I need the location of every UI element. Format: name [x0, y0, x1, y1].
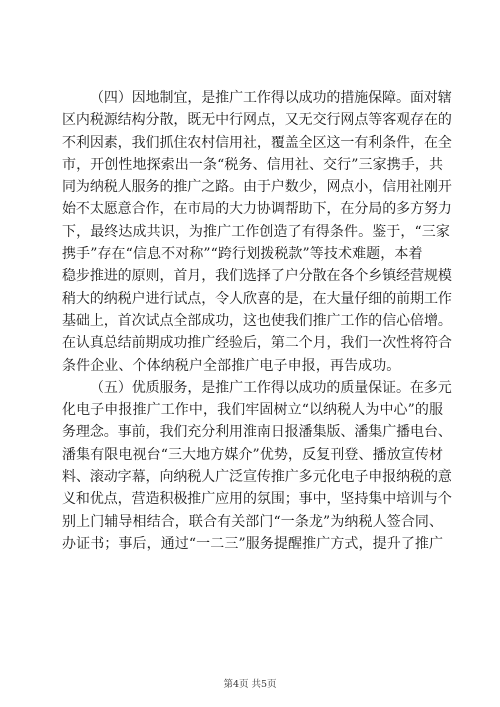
paragraph-4-line-1: （四）因地制宜，是推广工作得以成功的措施保障。面对辖	[90, 90, 452, 106]
paragraph-4-line-7: 下，最终达成共识，为推广工作创造了有得条件。鉴于，“三家	[62, 223, 450, 240]
paragraph-4-line-9: 稳步推进的原则，首月，我们选择了户分散在各个乡镇经营规模	[62, 268, 452, 285]
paragraph-4-line-11: 基础上，首次试点全部成功，这也使我们推广工作的信心倍增。	[62, 312, 452, 329]
paragraph-5-line-6: 义和优点，营造积极推广应用的氛围；事中，坚持集中培训与个	[62, 491, 452, 508]
paragraph-4-line-6: 始不太愿意合作，在市局的大力协调帮助下，在分局的多方努力	[62, 201, 452, 218]
paragraph-5-line-3: 务理念。事前，我们充分利用淮南日报潘集版、潘集广播电台、	[62, 424, 452, 441]
paragraph-4-line-4: 市，开创性地探索出一条“税务、信用社、交行”三家携手，共	[62, 156, 444, 173]
paragraph-4-line-3: 不利因素，我们抓住农村信用社，覆盖全区这一有利条件，在全	[62, 134, 452, 151]
paragraph-4-line-5: 同为纳税人服务的推广之路。由于户数少，网点小，信用社刚开	[62, 179, 452, 196]
paragraph-4-line-10: 稍大的纳税户进行试点，令人欣喜的是，在大量仔细的前期工作	[62, 290, 452, 307]
paragraph-5-line-5: 料、滚动字幕，向纳税人广泛宣传推广多元化电子申报纳税的意	[62, 469, 452, 486]
paragraph-5-line-2: 化电子申报推广工作中，我们牢固树立“以纳税人为中心”的服	[62, 402, 444, 419]
paragraph-5-line-7: 别上门辅导相结合，联合有关部门“一条龙”为纳税人签合同、	[62, 513, 444, 530]
paragraph-5-line-1: （五）优质服务，是推广工作得以成功的质量保证。在多元	[90, 379, 452, 396]
paragraph-4-line-2: 区内税源结构分散，既无中行网点，又无交行网点等客观存在的	[62, 112, 452, 129]
paragraph-5-line-4: 潘集有限电视台“三大地方媒介”优势，反复刊登、播放宣传材	[62, 446, 444, 463]
paragraph-4-line-12: 在认真总结前期成功推广经验后，第二个月，我们一次性将符合	[62, 335, 452, 352]
paragraph-5-line-8: 办证书；事后，通过“一二三”服务提醒推广方式，提升了推广	[62, 535, 444, 552]
page-number-footer: 第4页 共5页	[223, 679, 277, 690]
paragraph-4-line-13: 条件企业、个体纳税户全部推广电子申报，再告成功。	[62, 357, 401, 374]
body-text	[62, 87, 452, 555]
paragraph-4-line-8: 携手”存在“信息不对称”“跨行划拨税款”等技术难题，本着	[62, 246, 423, 263]
